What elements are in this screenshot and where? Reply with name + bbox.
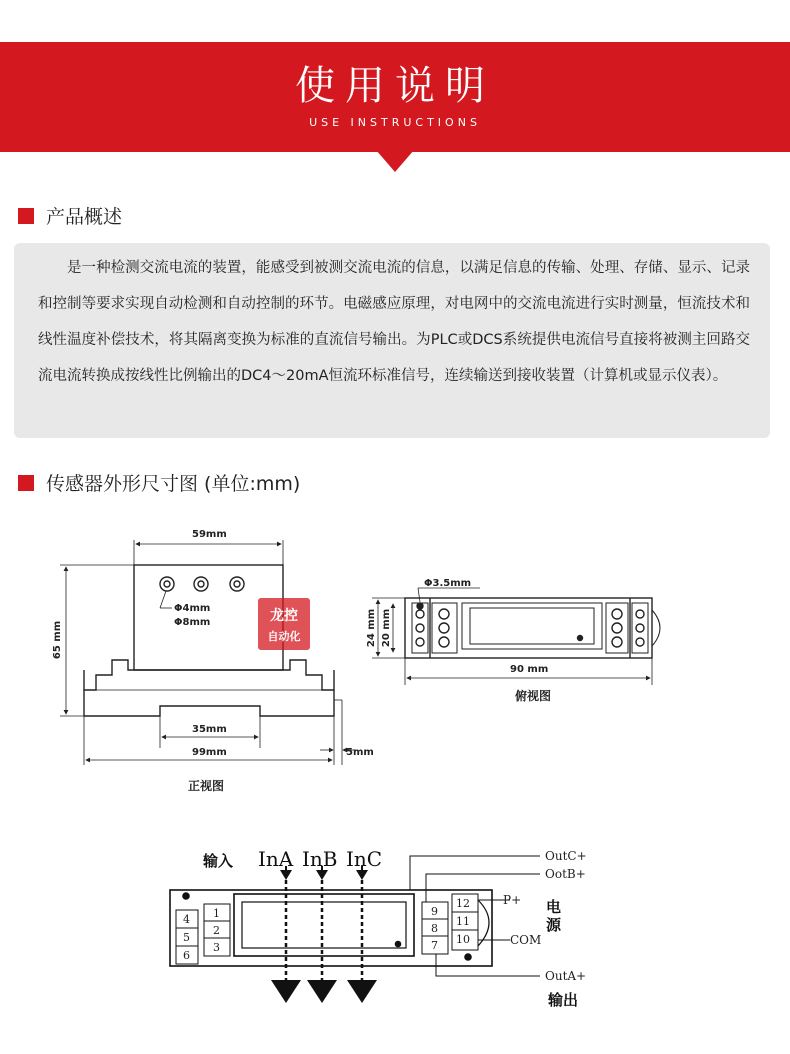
dim-5mm: 5mm	[346, 747, 374, 758]
dim-20mm: 20 mm	[381, 608, 392, 648]
terminal-5: 5	[183, 931, 190, 944]
dim-hole-4mm: Φ4mm	[174, 603, 211, 614]
watermark-line2: 自动化	[267, 630, 301, 643]
front-view-caption: 正视图	[188, 779, 225, 793]
terminal-12: 12	[456, 897, 470, 910]
terminal-6: 6	[183, 949, 190, 962]
top-view-caption: 俯视图	[515, 689, 552, 703]
wiring-out-b: OotB+	[545, 867, 586, 881]
terminal-2: 2	[213, 924, 220, 937]
terminal-8: 8	[431, 922, 438, 935]
input-arrows	[271, 866, 377, 1003]
wiring-input-c: InC	[346, 847, 383, 871]
terminal-7: 7	[431, 939, 438, 952]
wiring-output-label: 输出	[548, 991, 579, 1009]
wiring-input-label: 输入	[203, 852, 234, 870]
dim-24mm: 24 mm	[366, 608, 377, 648]
wiring-out-c: OutC+	[545, 849, 587, 863]
dimensions-heading-label: 传感器外形尺寸图 (单位:mm)	[46, 473, 301, 495]
wiring-input-b: InB	[302, 847, 338, 871]
wiring-out-a: OutA+	[545, 969, 587, 983]
dim-hole-8mm: Φ8mm	[174, 617, 211, 628]
dim-99mm: 99mm	[192, 747, 227, 758]
dim-hole-3-5mm: Φ3.5mm	[424, 578, 472, 589]
watermark-line1: 龙控	[270, 608, 298, 624]
overview-text: 是一种检测交流电流的装置，能感受到被测交流电流的信息，以满足信息的传输、处理、存储、显示、记录和控制等要求实现自动检测和自动控制的环节。电磁感应原理，对电网中的交流电流进行实时测量，恒流技术和线性温度补偿技术，将其隔离变换为标准的直流信号输出。为PLC或DCS系统提供电流信号直接将被测主回路交流电流转换成按线性比例输出的DC4～20mA恒流环标准信号，连续输送到接收装置（计算机或显示仪表）。	[38, 260, 750, 384]
dim-35mm: 35mm	[192, 724, 227, 735]
terminal-11: 11	[456, 915, 470, 928]
wiring-diagram	[170, 856, 540, 980]
terminal-4: 4	[183, 913, 190, 926]
terminal-9: 9	[431, 905, 438, 918]
terminal-1: 1	[213, 907, 220, 920]
dim-59mm: 59mm	[192, 529, 227, 540]
wiring-com: COM	[510, 933, 542, 947]
terminal-3: 3	[213, 941, 220, 954]
page-title: 使用说明	[295, 63, 495, 109]
wiring-p-plus: P+	[503, 893, 522, 907]
wiring-power-2: 源	[546, 916, 562, 934]
overview-heading-label: 产品概述	[46, 206, 123, 228]
watermark-logo	[258, 598, 310, 650]
page-subtitle: USE INSTRUCTIONS	[309, 116, 481, 129]
wiring-power-1: 电	[546, 898, 562, 916]
terminal-10: 10	[456, 933, 470, 946]
wiring-input-a: InA	[258, 847, 294, 871]
dim-65mm: 65 mm	[52, 620, 63, 660]
dim-90mm: 90 mm	[510, 664, 549, 675]
